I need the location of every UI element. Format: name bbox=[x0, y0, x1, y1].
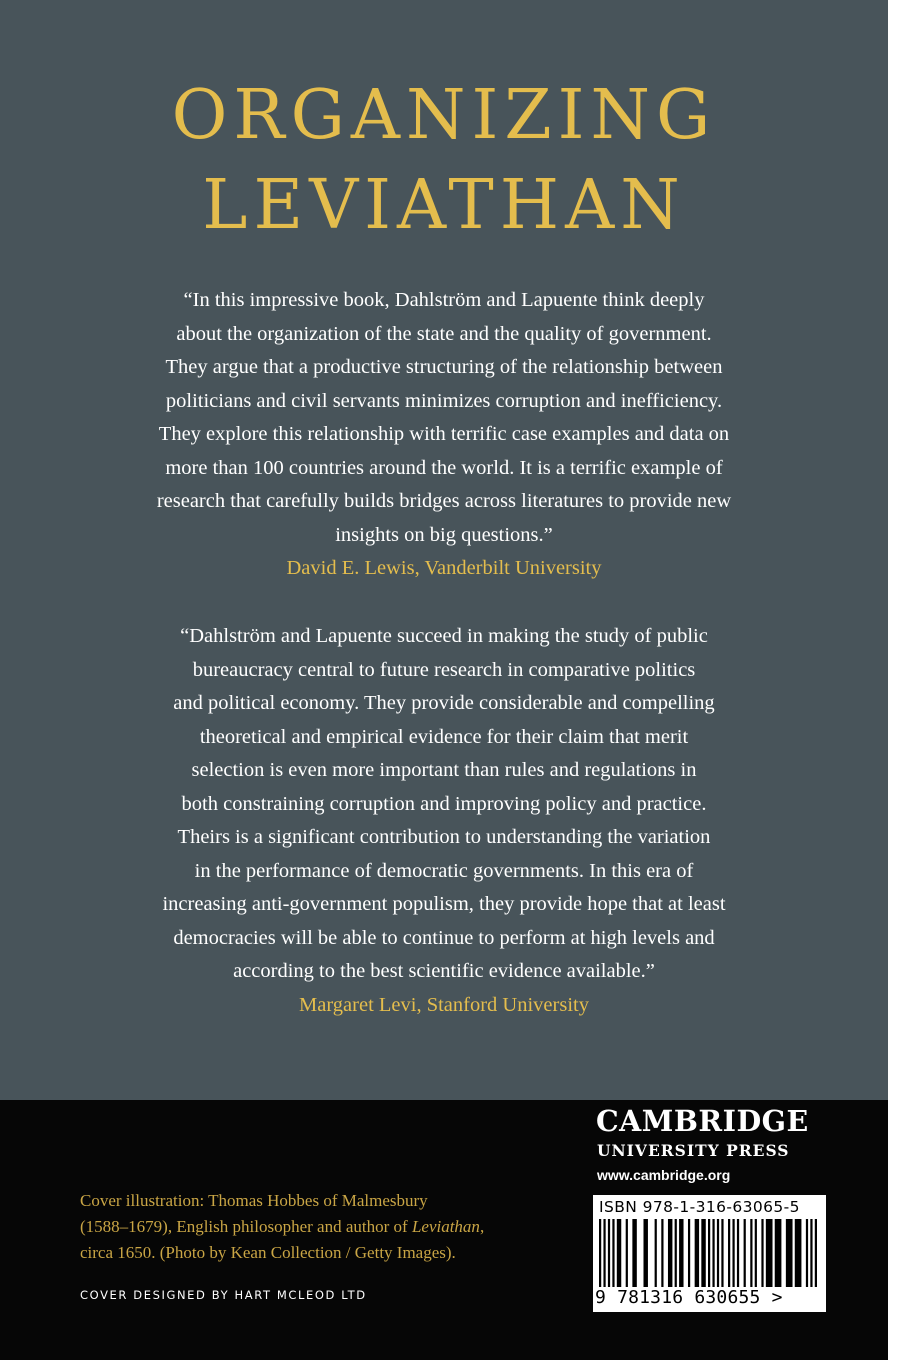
quote-line: both constraining corruption and improving policy and practice. bbox=[181, 792, 707, 815]
quote-line: democracies will be able to continue to perform at high levels and bbox=[173, 926, 715, 949]
quote-line: bureaucracy central to future research in comparative politics bbox=[192, 658, 696, 681]
quote-line: politicians and civil servants minimizes corruption and inefficiency. bbox=[165, 389, 723, 412]
barcode-bar bbox=[810, 1219, 812, 1287]
barcode-bar bbox=[806, 1219, 808, 1287]
quote-line: about the organization of the state and the quality of government. bbox=[176, 322, 712, 345]
credit-line bbox=[80, 1214, 540, 1240]
barcode-bar bbox=[603, 1219, 605, 1287]
barcode-bar bbox=[815, 1219, 817, 1287]
barcode-bar bbox=[766, 1219, 773, 1287]
cover-designer-credit: COVER DESIGNED BY HART MCLEOD LTD bbox=[80, 1288, 367, 1302]
quote-line: “In this impressive book, Dahlström and Lapuente think deeply bbox=[183, 289, 705, 311]
quote-attribution: Margaret Levi, Stanford University bbox=[299, 993, 589, 1016]
barcode-bar bbox=[668, 1219, 672, 1287]
page-edge bbox=[888, 0, 907, 1360]
barcode-bar bbox=[599, 1219, 601, 1287]
quote-line: in the performance of democratic governments. In this era of bbox=[194, 859, 694, 882]
barcode-bar bbox=[679, 1219, 683, 1287]
quote-line: increasing anti-government populism, they provide hope that at least bbox=[162, 893, 726, 915]
credit-text: (1588–1679), English philosopher and author of bbox=[80, 1217, 412, 1236]
barcode-bar bbox=[701, 1219, 705, 1287]
quote-line: according to the best scientific evidence available.” bbox=[233, 960, 655, 982]
isbn-barcode bbox=[593, 1195, 826, 1312]
barcode-bar bbox=[688, 1219, 690, 1287]
barcode-bars bbox=[599, 1219, 821, 1289]
barcode-bar bbox=[712, 1219, 714, 1287]
endorsement-quote-1 bbox=[60, 284, 828, 586]
barcode-bar bbox=[608, 1219, 610, 1287]
publisher-logo-name: CAMBRIDGE bbox=[596, 1104, 809, 1138]
quote-line: Theirs is a significant contribution to understanding the variation bbox=[177, 826, 711, 848]
quote-line: more than 100 countries around the world. It is a terrific example of bbox=[165, 456, 723, 479]
credit-book-title: Leviathan bbox=[411, 1217, 480, 1236]
title-line-2: LEVIATHAN bbox=[202, 166, 686, 245]
barcode-bar bbox=[643, 1219, 647, 1287]
barcode-bar bbox=[708, 1219, 710, 1287]
barcode-bar bbox=[728, 1219, 730, 1287]
barcode-bar bbox=[717, 1219, 719, 1287]
publisher-logo-subname: UNIVERSITY PRESS bbox=[597, 1141, 790, 1160]
barcode-bar bbox=[675, 1219, 677, 1287]
barcode-bar bbox=[795, 1219, 802, 1287]
quote-line: “Dahlström and Lapuente succeed in making the study of public bbox=[180, 625, 708, 647]
credit-line: Cover illustration: Thomas Hobbes of Malmesbury bbox=[80, 1191, 428, 1210]
quote-line: theoretical and empirical evidence for their claim that merit bbox=[199, 725, 689, 748]
barcode-bar bbox=[732, 1219, 734, 1287]
barcode-bar bbox=[761, 1219, 763, 1287]
credit-text: , bbox=[479, 1217, 485, 1236]
endorsement-quote-2 bbox=[60, 620, 828, 1022]
barcode-bar bbox=[626, 1219, 628, 1287]
barcode-bar bbox=[617, 1219, 621, 1287]
quote-attribution: David E. Lewis, Vanderbilt University bbox=[286, 557, 602, 579]
barcode-bar bbox=[632, 1219, 636, 1287]
isbn-label: ISBN 978-1-316-63065-5 bbox=[599, 1198, 800, 1216]
barcode-bar bbox=[661, 1219, 663, 1287]
barcode-bar bbox=[721, 1219, 723, 1287]
barcode-digits: 9 781316 630655 > bbox=[595, 1287, 783, 1308]
publisher-url: www.cambridge.org bbox=[597, 1167, 731, 1183]
credit-line: circa 1650. (Photo by Kean Collection / Getty Images). bbox=[80, 1243, 456, 1262]
quote-line: insights on big questions.” bbox=[335, 523, 553, 546]
quote-line: selection is even more important than rules and regulations in bbox=[191, 759, 697, 781]
quote-line: and political economy. They provide considerable and compelling bbox=[173, 692, 715, 714]
quote-line: They argue that a productive structuring of the relationship between bbox=[165, 356, 723, 378]
barcode-bar bbox=[737, 1219, 739, 1287]
cover-illustration-credit bbox=[80, 1188, 540, 1266]
barcode-bar bbox=[786, 1219, 793, 1287]
barcode-bar bbox=[775, 1219, 782, 1287]
barcode-bar bbox=[612, 1219, 614, 1287]
barcode-bar bbox=[655, 1219, 657, 1287]
barcode-bar bbox=[750, 1219, 752, 1287]
barcode-bar bbox=[755, 1219, 757, 1287]
title-line-1: ORGANIZING bbox=[171, 76, 717, 155]
quote-line: They explore this relationship with terrific case examples and data on bbox=[158, 423, 730, 445]
quote-line: research that carefully builds bridges across literatures to provide new bbox=[156, 490, 732, 512]
barcode-bar bbox=[695, 1219, 699, 1287]
barcode-bar bbox=[744, 1219, 746, 1287]
